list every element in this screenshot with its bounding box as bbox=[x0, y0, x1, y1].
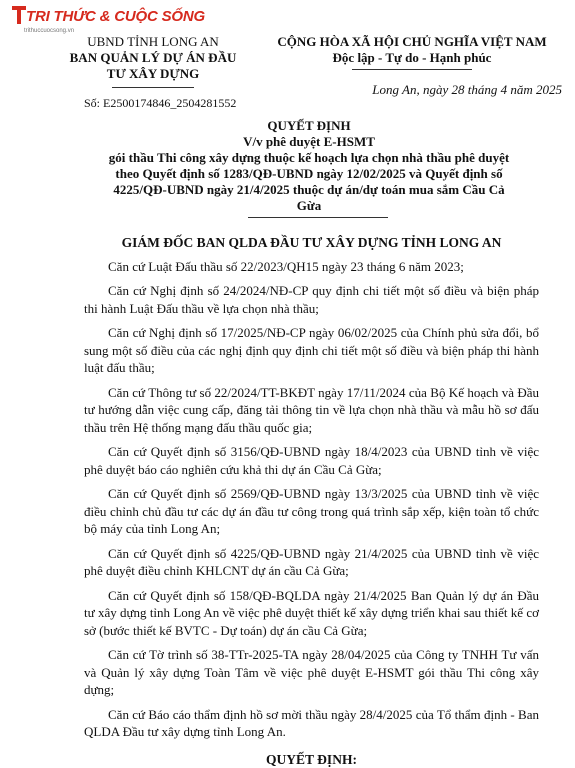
title-subject-5: Gừa bbox=[84, 198, 534, 214]
country-name: CỘNG HÒA XÃ HỘI CHỦ NGHĨA VIỆT NAM bbox=[262, 34, 562, 50]
brand-mark-icon bbox=[12, 6, 26, 24]
decision-heading: QUYẾT ĐỊNH: bbox=[84, 751, 539, 768]
decision-title bbox=[84, 118, 534, 214]
motto-underline bbox=[352, 69, 472, 70]
title-subject-4: 4225/QĐ-UBND ngày 21/4/2025 thuộc dự án/dự toán mua sắm Cầu Cả bbox=[84, 182, 534, 198]
legal-basis-paragraph: Căn cứ Quyết định số 4225/QĐ-UBND ngày 21/4/2025 của UBND tỉnh về việc phê duyệt điều chỉnh KHLCNT dự án cầu Cả Gừa; bbox=[84, 545, 539, 580]
authority-underline bbox=[112, 87, 194, 88]
motto: Độc lập - Tự do - Hạnh phúc bbox=[262, 50, 562, 66]
title-underline bbox=[248, 217, 388, 218]
authority-line-1: UBND TỈNH LONG AN bbox=[62, 34, 244, 50]
national-motto bbox=[262, 34, 562, 66]
legal-basis-paragraph: Căn cứ Luật Đấu thầu số 22/2023/QH15 ngày 23 tháng 6 năm 2023; bbox=[84, 258, 539, 276]
title-main: QUYẾT ĐỊNH bbox=[84, 118, 534, 134]
legal-basis-paragraph: Căn cứ Thông tư số 22/2024/TT-BKĐT ngày 17/11/2024 của Bộ Kế hoạch và Đầu tư hướng dẫn việc cung cấp, đăng tải thông tin về lựa chọn nhà thầu và mẫu hồ sơ đấu thầu trên Hệ thống mạng đấu thầu quốc gia; bbox=[84, 384, 539, 437]
issuing-authority bbox=[62, 34, 244, 82]
legal-basis-paragraph: Căn cứ Báo cáo thẩm định hồ sơ mời thầu ngày 28/4/2025 của Tổ thẩm định - Ban QLDA Đầu tư xây dựng tỉnh Long An. bbox=[84, 706, 539, 741]
authority-line-2: BAN QUẢN LÝ DỰ ÁN ĐẦU bbox=[62, 50, 244, 66]
legal-basis-paragraph: Căn cứ Nghị định số 17/2025/NĐ-CP ngày 06/02/2025 của Chính phủ sửa đổi, bổ sung một số điều của các nghị định quy định chi tiết một số điều và biện pháp thi hành luật đấu thầu; bbox=[84, 324, 539, 377]
watermark-site: trithuccuocsong.vn bbox=[24, 28, 74, 34]
watermark-brand: TRI THỨC & CUỘC SỐNG bbox=[26, 8, 205, 25]
legal-basis-paragraph: Căn cứ Quyết định số 2569/QĐ-UBND ngày 13/3/2025 của UBND tỉnh về việc điều chỉnh chủ đầu tư các dự án đầu tư công trong quá trình sắp xếp, kiện toàn tổ chức bộ máy của tỉnh Long An; bbox=[84, 485, 539, 538]
director-heading: GIÁM ĐỐC BAN QLDA ĐẦU TƯ XÂY DỰNG TỈNH LONG AN bbox=[84, 234, 539, 252]
title-subject-2: gói thầu Thi công xây dựng thuộc kế hoạch lựa chọn nhà thầu phê duyệt bbox=[84, 150, 534, 166]
title-subject-3: theo Quyết định số 1283/QĐ-UBND ngày 12/02/2025 và Quyết định số bbox=[84, 166, 534, 182]
legal-basis-paragraph: Căn cứ Quyết định số 3156/QĐ-UBND ngày 18/4/2023 của UBND tỉnh về việc phê duyệt báo cáo nghiên cứu khả thi dự án Cầu Cả Gừa; bbox=[84, 443, 539, 478]
authority-line-3: TƯ XÂY DỰNG bbox=[62, 66, 244, 82]
legal-basis-paragraph: Căn cứ Nghị định số 24/2024/NĐ-CP quy định chi tiết một số điều và biện pháp thi hành Luật Đấu thầu về lựa chọn nhà thầu; bbox=[84, 282, 539, 317]
legal-basis-paragraph: Căn cứ Tờ trình số 38-TTr-2025-TA ngày 28/04/2025 của Công ty TNHH Tư vấn và Quản lý xây dựng Toàn Tâm về việc phê duyệt E-HSMT gói thầu Thi công xây dựng; bbox=[84, 646, 539, 699]
legal-basis-paragraph: Căn cứ Quyết định số 158/QĐ-BQLDA ngày 21/4/2025 Ban Quản lý dự án Đầu tư xây dựng tỉnh Long An về việc phê duyệt thiết kế xây dựng triển khai sau thiết kế cơ sở (bước thiết kế BVTC - Dự toán) dự án cầu Cả Gừa; bbox=[84, 587, 539, 640]
title-subject-1: V/v phê duyệt E-HSMT bbox=[84, 134, 534, 150]
document-body bbox=[84, 234, 539, 768]
place-date: Long An, ngày 28 tháng 4 năm 2025 bbox=[262, 82, 562, 98]
document-number: Số: E2500174846_2504281552 bbox=[84, 96, 236, 111]
